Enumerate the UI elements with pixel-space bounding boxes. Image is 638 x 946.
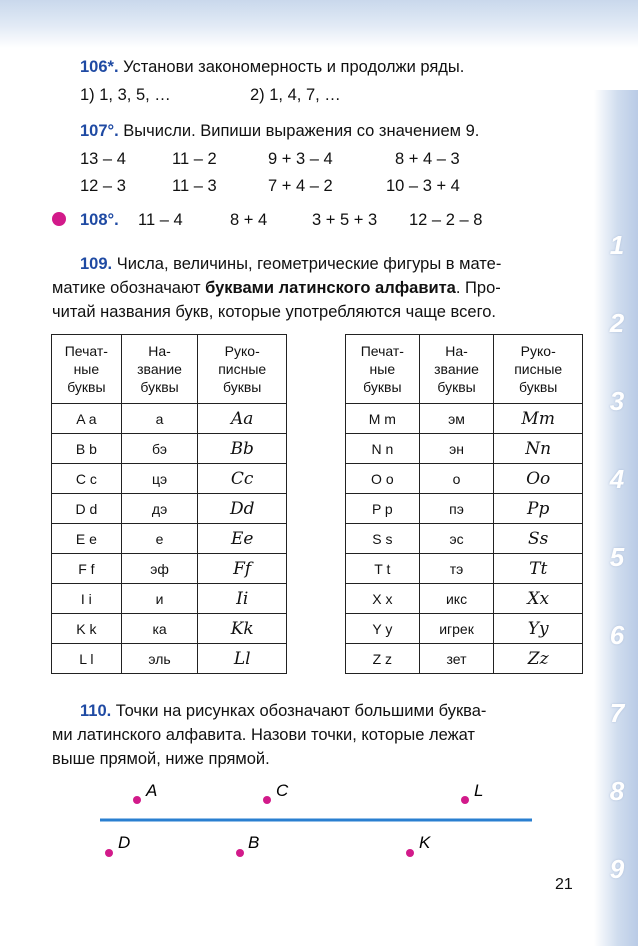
bullet-marker bbox=[52, 212, 66, 226]
table-row: Y y игрек Yy bbox=[346, 614, 583, 644]
expression: 8 + 4 bbox=[230, 211, 268, 229]
alphabet-table-left bbox=[51, 334, 287, 674]
side-number: 6 bbox=[609, 620, 625, 650]
task-106-row-2: 2) 1, 4, 7, … bbox=[250, 86, 341, 104]
para-line bbox=[52, 747, 586, 771]
expression: 11 – 2 bbox=[172, 150, 217, 168]
expression: 7 + 4 – 2 bbox=[268, 177, 333, 195]
para-line bbox=[52, 699, 586, 723]
side-number: 7 bbox=[609, 698, 625, 728]
para-line bbox=[52, 723, 586, 747]
page-number: 21 bbox=[555, 876, 573, 893]
table-row: N n эн Nn bbox=[346, 434, 583, 464]
table-row: K k ка Kk bbox=[52, 614, 287, 644]
table-row: T t тэ Tt bbox=[346, 554, 583, 584]
task-number: 106*. bbox=[80, 58, 119, 76]
task-text: Установи закономерность и продолжи ряды. bbox=[118, 58, 465, 76]
task-106-heading bbox=[80, 58, 464, 77]
header-printed: Печат- ные буквы bbox=[346, 335, 420, 404]
point-l bbox=[461, 796, 469, 804]
expression: 8 + 4 – 3 bbox=[395, 150, 460, 168]
para-line bbox=[52, 276, 586, 300]
table-header-row bbox=[52, 335, 287, 404]
header-script: Руко- писные буквы bbox=[494, 335, 583, 404]
expression: 12 – 2 – 8 bbox=[409, 211, 483, 229]
side-number: 8 bbox=[609, 776, 625, 806]
task-number: 107°. bbox=[80, 122, 119, 140]
task-107-heading bbox=[80, 122, 479, 141]
table-row: C c цэ Cc bbox=[52, 464, 287, 494]
emphasis-text: буквами латинского алфавита bbox=[205, 279, 456, 297]
side-number: 4 bbox=[609, 464, 625, 494]
table-row: X x икс Xx bbox=[346, 584, 583, 614]
para-text: . Про- bbox=[455, 279, 501, 297]
task-text: Вычисли. Випиши выражения со значением 9. bbox=[118, 122, 480, 140]
table-row: E e е Ee bbox=[52, 524, 287, 554]
table-row: F f эф Ff bbox=[52, 554, 287, 584]
task-108-number bbox=[80, 211, 119, 230]
point-b bbox=[236, 849, 244, 857]
point-label: K bbox=[419, 833, 431, 852]
expression: 10 – 3 + 4 bbox=[386, 177, 460, 195]
alphabet-table-right bbox=[345, 334, 583, 674]
expression: 11 – 4 bbox=[138, 211, 183, 229]
side-number: 2 bbox=[609, 308, 625, 338]
para-text: читай названия букв, которые употребляются чаще всего. bbox=[52, 303, 496, 321]
side-number: 9 bbox=[609, 854, 625, 884]
table-row: O o о Oo bbox=[346, 464, 583, 494]
para-text: Точки на рисунках обозначают большими буква- bbox=[111, 702, 487, 720]
table-row: B b бэ Bb bbox=[52, 434, 287, 464]
table-row: P p пэ Pp bbox=[346, 494, 583, 524]
points-line-figure bbox=[90, 778, 550, 863]
table-row: Z z зет Zz bbox=[346, 644, 583, 674]
side-tab-band bbox=[594, 90, 638, 946]
expression: 11 – 3 bbox=[172, 177, 217, 195]
side-number: 3 bbox=[609, 386, 625, 416]
para-text: Числа, величины, геометрические фигуры в мате- bbox=[112, 255, 502, 273]
task-number: 110. bbox=[80, 702, 112, 720]
para-line bbox=[52, 252, 586, 276]
table-row: M m эм Mm bbox=[346, 404, 583, 434]
table-header-row bbox=[346, 335, 583, 404]
point-label: D bbox=[118, 833, 131, 852]
header-name: На- звание буквы bbox=[121, 335, 198, 404]
table-row: S s эс Ss bbox=[346, 524, 583, 554]
table-row: L l эль Ll bbox=[52, 644, 287, 674]
point-label: B bbox=[248, 833, 260, 852]
para-text: ми латинского алфавита. Назови точки, которые лежат bbox=[52, 726, 475, 744]
para-line bbox=[52, 300, 586, 324]
expression: 12 – 3 bbox=[80, 177, 126, 195]
para-text: выше прямой, ниже прямой. bbox=[52, 750, 270, 768]
table-row: A a а Aa bbox=[52, 404, 287, 434]
expression: 9 + 3 – 4 bbox=[268, 150, 333, 168]
side-number: 5 bbox=[609, 542, 625, 572]
header-script: Руко- писные буквы bbox=[198, 335, 287, 404]
expression: 13 – 4 bbox=[80, 150, 126, 168]
point-a bbox=[133, 796, 141, 804]
task-109-text bbox=[52, 252, 586, 324]
header-printed: Печат- ные буквы bbox=[52, 335, 122, 404]
table-row: D d дэ Dd bbox=[52, 494, 287, 524]
task-number: 109. bbox=[80, 255, 113, 273]
task-110-text bbox=[52, 699, 586, 771]
point-k bbox=[406, 849, 414, 857]
table-row: I i и Ii bbox=[52, 584, 287, 614]
point-label: L bbox=[474, 781, 484, 800]
task-106-row-1: 1) 1, 3, 5, … bbox=[80, 86, 171, 104]
task-number: 108°. bbox=[80, 211, 119, 229]
top-band bbox=[0, 0, 638, 48]
header-name: На- звание буквы bbox=[419, 335, 494, 404]
point-c bbox=[263, 796, 271, 804]
point-label: A bbox=[146, 781, 158, 800]
side-number: 1 bbox=[609, 230, 625, 260]
expression: 3 + 5 + 3 bbox=[312, 211, 378, 229]
point-d bbox=[105, 849, 113, 857]
point-label: C bbox=[276, 781, 289, 800]
para-text: матике обозначают bbox=[52, 279, 206, 297]
